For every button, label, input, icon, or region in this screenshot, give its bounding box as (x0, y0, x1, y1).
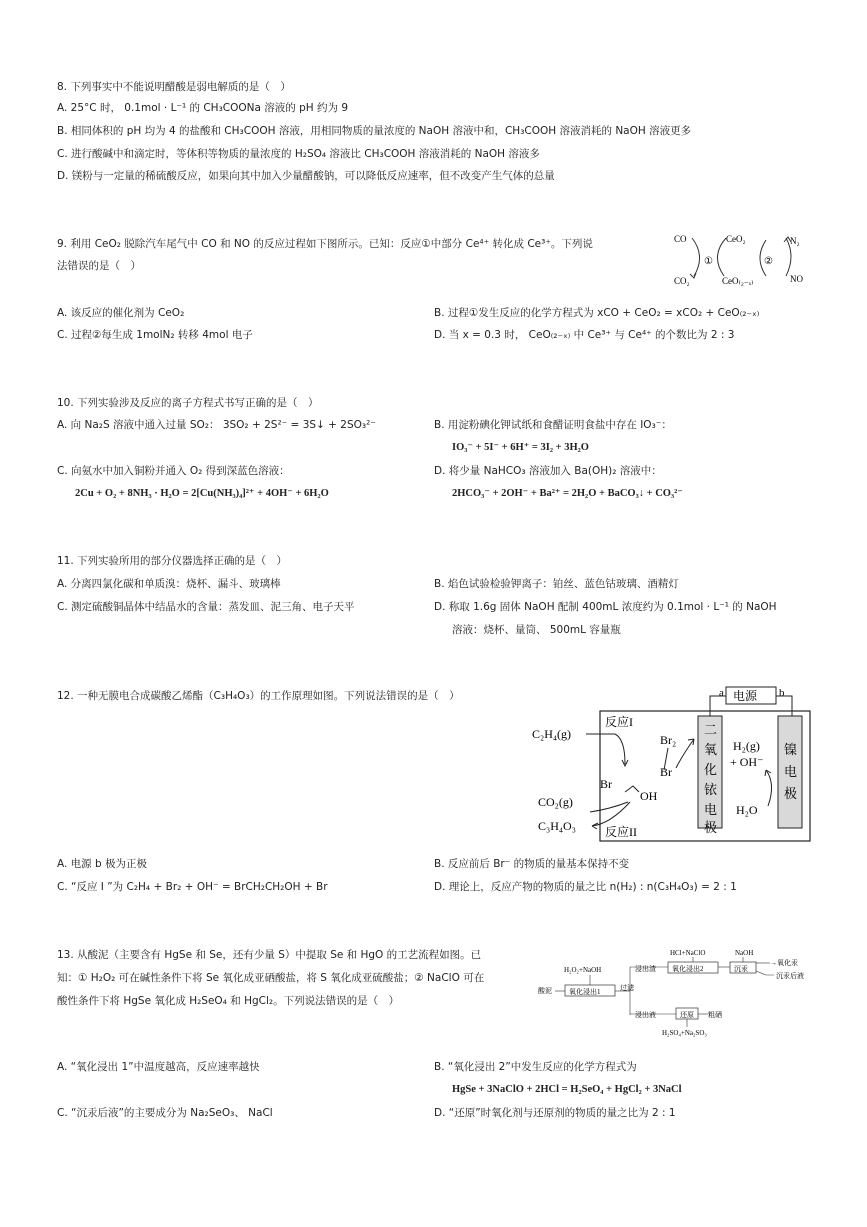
q12-pole-a: a (719, 687, 724, 699)
q12-right-electrode-c1: 镍 (784, 742, 798, 757)
q9-diag-no: NO (790, 274, 803, 284)
q12-electrolysis-diagram (530, 684, 815, 844)
q12-br-minus: Br (660, 765, 672, 779)
q9-stem-line2: 法错误的是（ ） (57, 260, 141, 272)
q13-reduce: 还原 (680, 1011, 694, 1019)
q12-co2: CO₂(g) (538, 795, 573, 809)
q9-option-c: C. 过程②每生成 1molN₂ 转移 4mol 电子 (57, 329, 253, 341)
q13-crude-se: 粗硒 (708, 1011, 722, 1019)
q12-reaction1-label: 反应I (605, 715, 633, 729)
q13-naoh: NaOH (735, 949, 754, 957)
q13-option-a: A. “氧化浸出 1”中温度越高，反应速率越快 (57, 1061, 260, 1073)
q13-option-d: D. “还原”时氧化剂与还原剂的物质的量之比为 2 : 1 (434, 1107, 676, 1119)
q10-option-b: B. 用淀粉碘化钾试纸和食醋证明食盐中存在 IO₃⁻： (434, 419, 672, 431)
q9-diag-n2: N₂ (790, 236, 800, 246)
q12-option-d: D. 理论上，反应产物的物质的量之比 n(H₂) : n(C₃H₄O₃) = 2 : 1 (434, 881, 737, 893)
q9-option-b: B. 过程①发生反应的化学方程式为 xCO + CeO₂ = xCO₂ + CeO₍₂₋ₓ₎ (434, 307, 760, 319)
q10-option-b-equation: IO₃⁻ + 5I⁻ + 6H⁺ = 3I₂ + 3H₂O (452, 442, 589, 453)
q10-option-d: D. 将少量 NaHCO₃ 溶液加入 Ba(OH)₂ 溶液中： (434, 465, 662, 477)
q12-left-electrode-c4: 铱 (704, 782, 718, 797)
q12-left-electrode-c6: 极 (704, 820, 718, 835)
q12-reaction2-label: 反应II (605, 825, 637, 839)
q10-stem: 10. 下列实验涉及反应的离子方程式书写正确的是（ ） (57, 397, 319, 409)
q12-left-electrode-c2: 氧 (704, 742, 718, 757)
q12-pole-b: b (779, 687, 785, 699)
q13-after-liquid: 沉汞后液 (776, 972, 804, 980)
q13-option-c: C. “沉汞后液”的主要成分为 Na₂SeO₃、 NaCl (57, 1107, 273, 1119)
q12-option-c: C. “反应 I ”为 C₂H₄ + Br₂ + OH⁻ = BrCH₂CH₂OH + Br (57, 881, 328, 893)
q11-option-d-cont: 溶液：烧杯、量筒、 500mL 容量瓶 (452, 624, 621, 636)
q12-right-electrode-c3: 极 (784, 786, 798, 801)
q9-diag-r2: ② (764, 256, 773, 267)
q11-option-b: B. 焰色试验检验钾离子：铂丝、蓝色钴玻璃、酒精灯 (434, 578, 679, 590)
q12-option-b: B. 反应前后 Br⁻ 的物质的量基本保持不变 (434, 858, 630, 870)
q8-option-c: C. 进行酸碱中和滴定时，等体积等物质的量浓度的 H₂SO₄ 溶液比 CH₃COOH 溶液消耗的 NaOH 溶液多 (57, 148, 540, 160)
q11-option-d: D. 称取 1.6g 固体 NaOH 配制 400mL 浓度约为 0.1mol · L⁻¹ 的 NaOH (434, 601, 777, 613)
q10-option-a: A. 向 Na₂S 溶液中通入过量 SO₂： 3SO₂ + 2S²⁻ = 3S↓ + 2SO₃²⁻ (57, 419, 376, 431)
q12-left-electrode-c5: 电 (704, 802, 718, 817)
q13-hcl-naclo: HCl+NaClO (670, 949, 706, 957)
q12-stem: 12. 一种无膜电合成碳酸乙烯酯（C₃H₄O₃）的工作原理如图。下列说法错误的是（ ） (57, 690, 460, 702)
q13-oxid1: 氧化浸出1 (569, 988, 601, 996)
q8-stem: 8. 下列事实中不能说明醋酸是弱电解质的是（ ） (57, 81, 291, 93)
q12-left-electrode-c1: 二 (704, 722, 718, 737)
q11-option-a: A. 分离四氯化碳和单质溴：烧杯、漏斗、玻璃棒 (57, 578, 281, 590)
q13-option-b: B. “氧化浸出 2”中发生反应的化学方程式为 (434, 1061, 637, 1073)
q13-filter: 过滤 (620, 984, 634, 992)
q12-right-electrode-c2: 电 (784, 764, 798, 779)
q12-left-electrode-c3: 化 (704, 762, 718, 777)
q13-flow-diagram (530, 945, 840, 1040)
q12-h2: H₂(g) (733, 739, 760, 753)
q12-power-label: 电源 (733, 689, 758, 703)
q11-option-c: C. 测定硫酸铜晶体中结晶水的含量：蒸发皿、泥三角、电子天平 (57, 601, 355, 613)
q10-option-c-equation: 2Cu + O₂ + 8NH₃ · H₂O = 2[Cu(NH₃)₄]²⁺ + 4OH⁻ + 6H₂O (75, 488, 329, 499)
q10-option-d-equation: 2HCO₃⁻ + 2OH⁻ + Ba²⁺ = 2H₂O + BaCO₃↓ + CO₃²⁻ (452, 488, 683, 499)
q9-diag-co: CO (674, 234, 687, 244)
q12-h2o: H₂O (736, 803, 758, 817)
q9-diag-r1: ① (704, 256, 713, 267)
q9-stem-line1: 9. 利用 CeO₂ 脱除汽车尾气中 CO 和 NO 的反应过程如下图所示。已知：反应①中部分 Ce⁴⁺ 转化成 Ce³⁺。下列说 (57, 238, 593, 250)
q13-precip: 沉汞 (734, 965, 748, 973)
q12-bro-label: Br (600, 777, 612, 791)
q11-stem: 11. 下列实验所用的部分仪器选择正确的是（ ） (57, 555, 288, 567)
q13-leach-residue: 浸出渣 (635, 965, 656, 973)
q13-h2o2-naoh: H₂O₂+NaOH (564, 966, 602, 974)
q8-option-d: D. 镁粉与一定量的稀硫酸反应，如果向其中加入少量醋酸钠，可以降低反应速率，但不改变产生气体的总量 (57, 170, 555, 182)
q13-h2so4: H₂SO₄+Na₂SO₃ (662, 1029, 707, 1037)
q12-c2h4: C₂H₄(g) (532, 727, 572, 741)
q13-oxid2: 氧化浸出2 (672, 965, 704, 973)
q8-option-a: A. 25°C 时， 0.1mol · L⁻¹ 的 CH₃COONa 溶液的 pH 约为 9 (57, 102, 349, 114)
q13-leach-liquid: 浸出液 (635, 1011, 656, 1019)
q13-stem-line2: 知：① H₂O₂ 可在碱性条件下将 Se 氧化成亚硒酸盐，将 S 氧化成亚硫酸盐；② NaClO 可在 (57, 972, 485, 984)
q13-option-b-equation: HgSe + 3NaClO + 2HCl = H₂SeO₄ + HgCl₂ + 3NaCl (452, 1084, 682, 1095)
q12-c3h4o3: C₃H₄O₃ (538, 819, 576, 833)
q9-option-d: D. 当 x = 0.3 时， CeO₍₂₋ₓ₎ 中 Ce³⁺ 与 Ce⁴⁺ 的个数比为 2 : 3 (434, 329, 735, 341)
q13-hgo: →氧化汞 (770, 959, 798, 967)
q12-oh-minus: + OH⁻ (730, 755, 764, 769)
q13-stem-line1: 13. 从酸泥（主要含有 HgSe 和 Se，还有少量 S）中提取 Se 和 HgO 的工艺流程如图。已 (57, 949, 482, 961)
q9-reaction-diagram (670, 226, 820, 296)
q12-br2: Br₂ (660, 733, 677, 747)
q9-diag-ceo2x: CeO₍₂₋ₓ₎ (722, 276, 754, 286)
q13-stem-line3: 酸性条件下将 HgSe 氧化成 H₂SeO₄ 和 HgCl₂。下列说法错误的是（ ） (57, 995, 400, 1007)
q10-option-c: C. 向氨水中加入铜粉并通入 O₂ 得到深蓝色溶液： (57, 465, 290, 477)
q8-option-b: B. 相同体积的 pH 均为 4 的盐酸和 CH₃COOH 溶液，用相同物质的量浓度的 NaOH 溶液中和，CH₃COOH 溶液消耗的 NaOH 溶液更多 (57, 125, 692, 137)
q12-option-a: A. 电源 b 极为正极 (57, 858, 148, 870)
q12-oh-label: OH (640, 789, 658, 803)
q9-diag-co2: CO₂ (674, 276, 690, 286)
q9-diag-ceo2: CeO₂ (726, 234, 746, 244)
q13-acid-mud: 酸泥 (538, 987, 552, 995)
q9-option-a: A. 该反应的催化剂为 CeO₂ (57, 307, 185, 319)
